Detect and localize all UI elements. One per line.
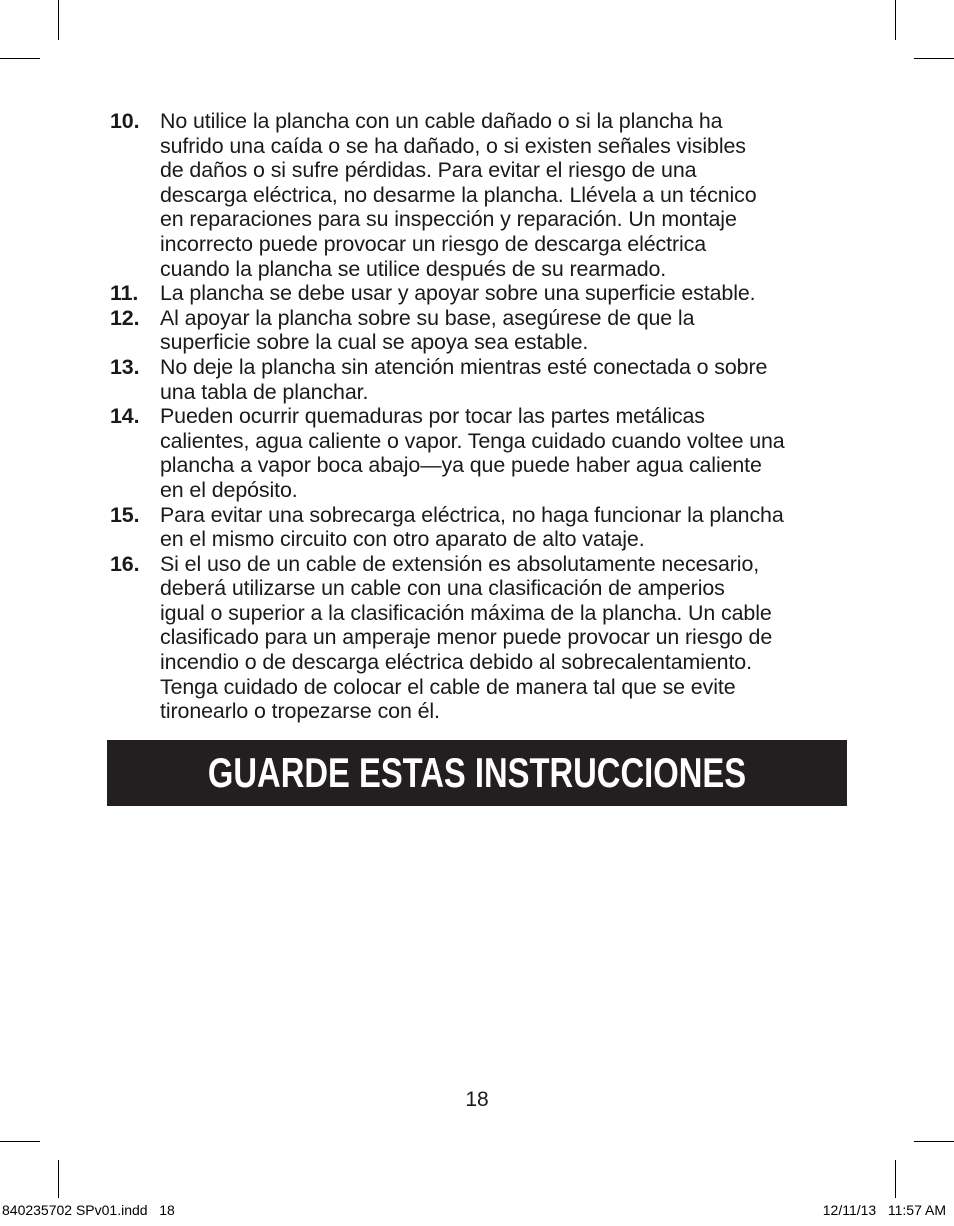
item-text-line: de daños o si sufre pérdidas. Para evitar el riesgo de una <box>160 158 697 183</box>
item-number: 13. <box>110 354 140 379</box>
item-text <box>160 503 848 552</box>
crop-mark-bottom-right-horizontal <box>914 1141 954 1142</box>
crop-mark-top-right-vertical <box>895 0 896 40</box>
item-text-line: cuando la plancha se utilice después de su rearmado. <box>160 256 667 281</box>
item-text-line: Al apoyar la plancha sobre su base, asegúrese de que la <box>160 305 695 330</box>
item-text <box>160 552 848 724</box>
item-text-line: La plancha se debe usar y apoyar sobre una superficie estable. <box>160 281 756 306</box>
item-number: 12. <box>110 305 140 330</box>
item-text-line: incorrecto puede provocar un riesgo de descarga eléctrica <box>160 231 707 256</box>
item-text-line: incendio o de descarga eléctrica debido al sobrecalentamiento. <box>160 650 752 675</box>
item-text-line: deberá utilizarse un cable con una clasificación de amperios <box>160 576 725 601</box>
item-text-line: No utilice la plancha con un cable dañado o si la plancha ha <box>160 109 723 133</box>
crop-mark-bottom-left-horizontal <box>0 1141 40 1142</box>
item-text <box>160 355 848 404</box>
item-text-line: Para evitar una sobrecarga eléctrica, no haga funcionar la plancha <box>160 502 784 527</box>
item-text-line: en reparaciones para su inspección y reparación. Un montaje <box>160 207 737 232</box>
item-number: 16. <box>110 551 140 576</box>
item-text <box>160 404 848 502</box>
item-text-line: plancha a vapor boca abajo—ya que puede haber agua caliente <box>160 453 762 478</box>
item-text-line: Tenga cuidado de colocar el cable de manera tal que se evite <box>160 674 736 699</box>
safety-instructions-list <box>108 109 848 724</box>
crop-mark-top-left-horizontal <box>0 58 40 59</box>
item-number: 14. <box>110 404 140 429</box>
item-text <box>160 281 848 306</box>
item-text-line: una tabla de planchar. <box>160 379 369 404</box>
list-item <box>108 355 848 404</box>
item-text <box>160 306 848 355</box>
item-text-line: calientes, agua caliente o vapor. Tenga cuidado cuando voltee una <box>160 428 785 453</box>
list-item <box>108 503 848 552</box>
item-text-line: sufrido una caída o se ha dañado, o si existen señales visibles <box>160 133 746 158</box>
page-number: 18 <box>465 1088 489 1111</box>
item-text <box>160 109 848 281</box>
item-text-line: tironearlo o tropezarse con él. <box>160 699 440 724</box>
item-text-line: superficie sobre la cual se apoya sea estable. <box>160 330 589 355</box>
item-number: 11. <box>110 281 139 306</box>
save-instructions-banner <box>107 740 847 806</box>
item-text-line: descarga eléctrica, no desarme la plancha. Llévela a un técnico <box>160 182 757 207</box>
crop-mark-bottom-left-vertical <box>58 1160 59 1198</box>
crop-mark-top-left-vertical <box>58 0 59 40</box>
list-item <box>108 552 848 724</box>
item-text-line: igual o superior a la clasificación máxima de la plancha. Un cable <box>160 600 772 625</box>
crop-mark-bottom-right-vertical <box>895 1160 896 1198</box>
print-slug-timestamp: 12/11/13 11:57 AM <box>822 1202 946 1218</box>
item-number: 10. <box>110 109 140 133</box>
item-text-line: Si el uso de un cable de extensión es absolutamente necesario, <box>160 551 760 576</box>
item-text-line: clasificado para un amperaje menor puede provocar un riesgo de <box>160 625 773 650</box>
item-text-line: No deje la plancha sin atención mientras esté conectada o sobre <box>160 354 768 379</box>
list-item <box>108 109 848 281</box>
print-slug-file: 840235702 SPv01.indd 18 <box>2 1202 175 1218</box>
item-text-line: en el depósito. <box>160 477 298 502</box>
list-item <box>108 306 848 355</box>
item-text-line: Pueden ocurrir quemaduras por tocar las partes metálicas <box>160 404 705 429</box>
item-number: 15. <box>110 502 140 527</box>
crop-mark-top-right-horizontal <box>914 58 954 59</box>
item-text-line: en el mismo circuito con otro aparato de alto vataje. <box>160 527 645 552</box>
list-item <box>108 404 848 502</box>
banner-title: GUARDE ESTAS INSTRUCCIONES <box>207 749 747 796</box>
list-item <box>108 281 848 306</box>
